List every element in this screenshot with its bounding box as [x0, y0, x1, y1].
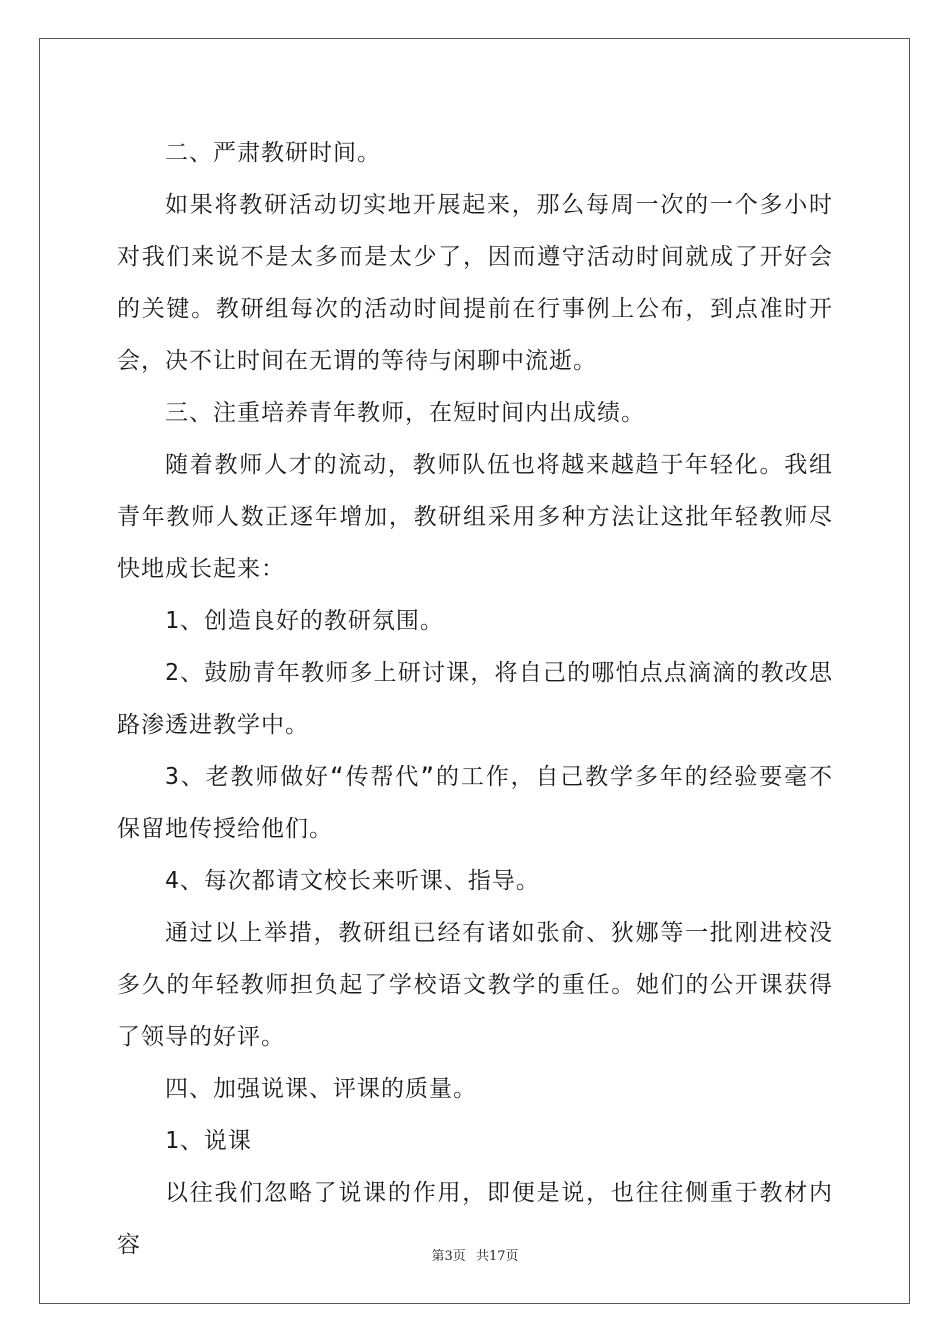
- paragraph: 通过以上举措，教研组已经有诸如张俞、狄娜等一批刚进校没多久的年轻教师担负起了学校语文教学的重任。她们的公开课获得了领导的好评。: [117, 920, 833, 1050]
- paragraph: 1、创造良好的教研氛围。: [165, 608, 444, 634]
- paragraph: 三、注重培养青年教师，在短时间内出成绩。: [165, 400, 645, 426]
- paragraph: 四、加强说课、评课的质量。: [165, 1076, 477, 1102]
- paragraph: 以往我们忽略了说课的作用，即便是说，也往往侧重于教材内容: [117, 1180, 833, 1258]
- total-pages: 共17页: [475, 1249, 519, 1264]
- document-body: [117, 127, 833, 1271]
- paragraph: 1、说课: [165, 1128, 252, 1154]
- paragraph: 随着教师人才的流动，教师队伍也将越来越趋于年轻化。我组青年教师人数正逐年增加，教研组采用多种方法让这批年轻教师尽快地成长起来：: [117, 452, 833, 582]
- paragraph: 4、每次都请文校长来听课、指导。: [165, 868, 540, 894]
- page-footer: [0, 1245, 950, 1264]
- paragraph: 3、老教师做好“传帮代”的工作，自己教学多年的经验要毫不保留地传授给他们。: [117, 764, 833, 842]
- paragraph: 如果将教研活动切实地开展起来，那么每周一次的一个多小时对我们来说不是太多而是太少了，因而遵守活动时间就成了开好会的关键。教研组每次的活动时间提前在行事例上公布，到点准时开会，决不让时间在无谓的等待与闲聊中流逝。: [117, 192, 833, 374]
- paragraph: 二、严肃教研时间。: [165, 140, 381, 166]
- page-number: 第3页: [431, 1249, 466, 1264]
- paragraph: 2、鼓励青年教师多上研讨课，将自己的哪怕点点滴滴的教改思路渗透进教学中。: [117, 660, 833, 738]
